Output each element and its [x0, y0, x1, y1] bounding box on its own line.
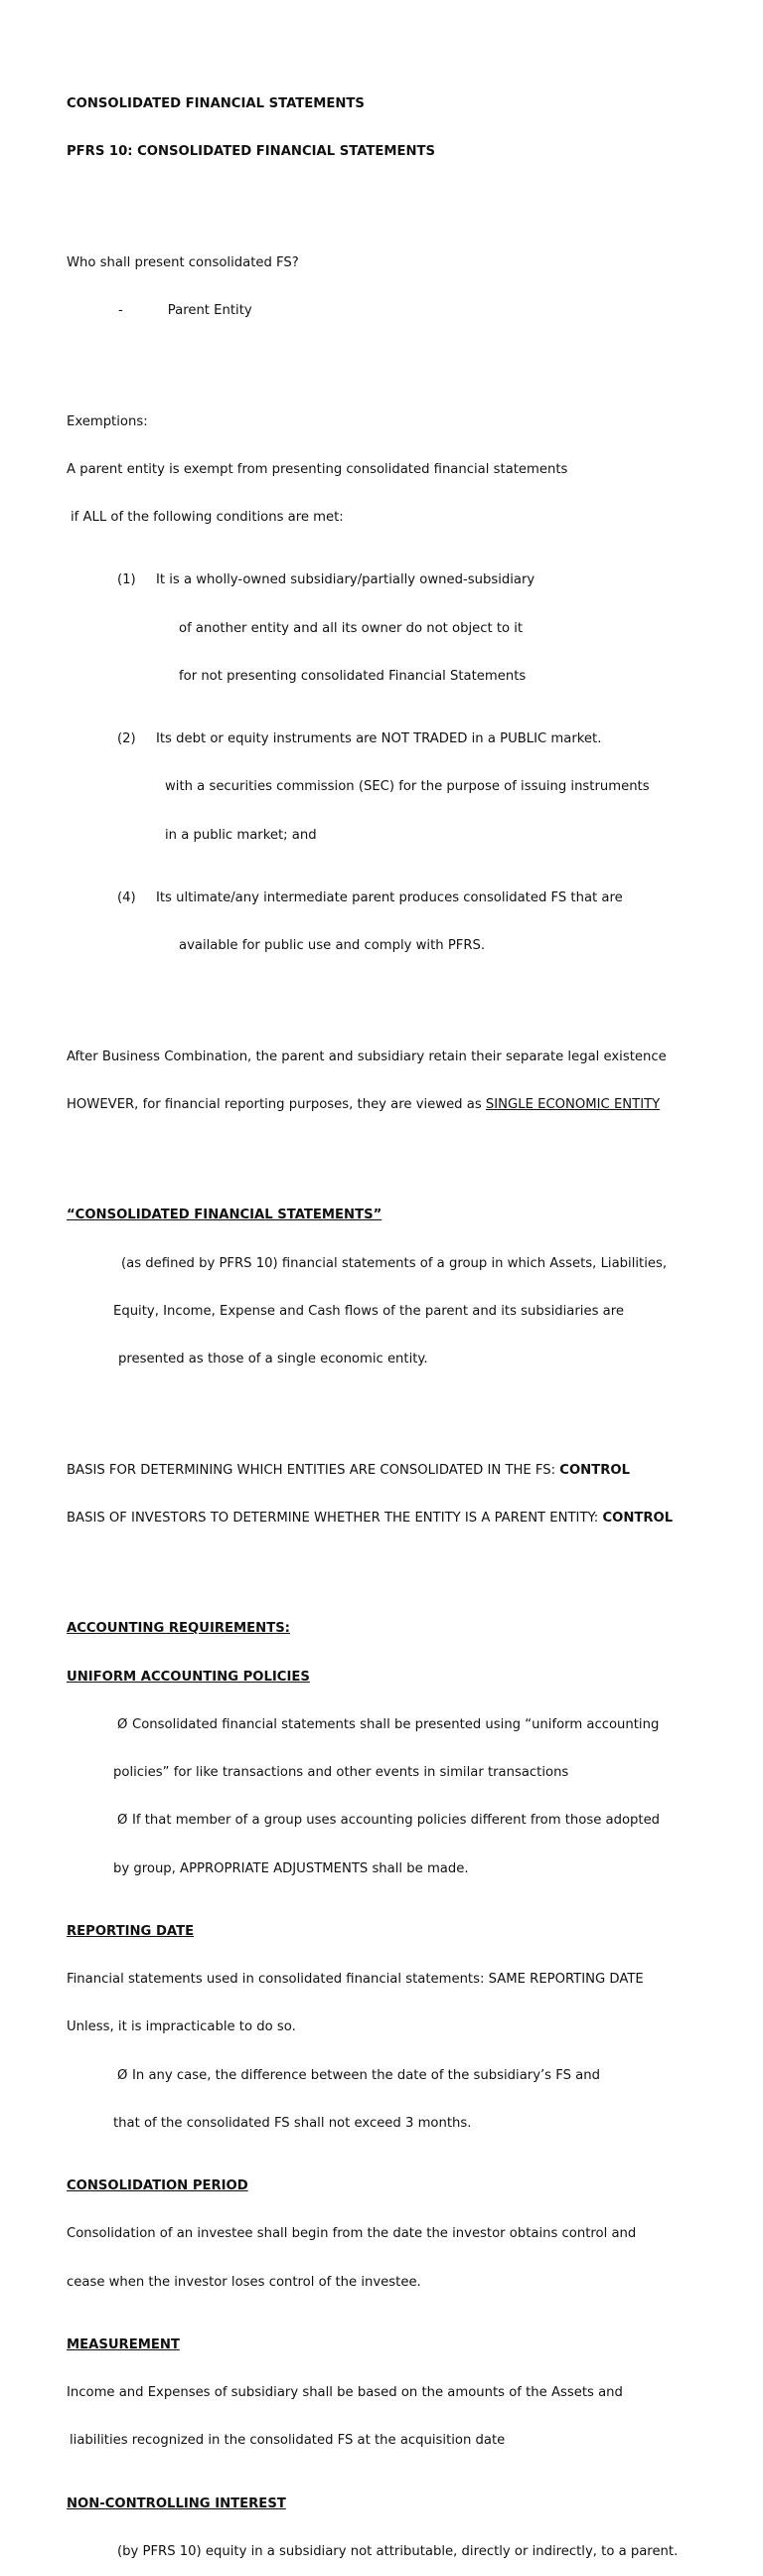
bullet-text: Consolidated financial statements shall be presented using “uniform accounting [132, 1716, 660, 1732]
nci-definition: (by PFRS 10) equity in a subsidiary not attributable, directly or indirectly, to a parent. [117, 2543, 679, 2559]
document-subtitle: PFRS 10: CONSOLIDATED FINANCIAL STATEMENTS [67, 144, 436, 160]
measurement-text-2: liabilities recognized in the consolidated FS at the acquisition date [70, 2433, 506, 2449]
exemptions-text-1: A parent entity is exempt from presenting consolidated financial statements [67, 461, 568, 477]
accounting-requirements-heading: ACCOUNTING REQUIREMENTS: [67, 1621, 290, 1637]
consolidation-period-heading: CONSOLIDATION PERIOD [67, 2178, 248, 2193]
after-combination-1: After Business Combination, the parent and subsidiary retain their separate legal existence [67, 1048, 667, 1064]
condition-2-continued-2: in a public market; and [165, 827, 317, 843]
question-who: Who shall present consolidated FS? [67, 254, 299, 270]
consolidation-period-text-1: Consolidation of an investee shall begin from the date the investor obtains control and [67, 2226, 637, 2242]
condition-2 [67, 730, 698, 748]
answer-parent-entity [67, 302, 698, 320]
after-combination-2 [67, 1096, 698, 1114]
reporting-date-bullet-continued: that of the consolidated FS shall not exceed 3 months. [113, 2115, 472, 2131]
answer-text: Parent Entity [167, 303, 252, 318]
uniform-bullet-1-continued: policies” for like transactions and other events in similar transactions [113, 1765, 569, 1780]
bullet-text: If that member of a group uses accounting policies different from those adopted [132, 1813, 661, 1829]
condition-4 [67, 889, 698, 907]
basis-control: CONTROL [559, 1462, 630, 1478]
condition-number: (2) [117, 731, 136, 746]
condition-1-continued: of another entity and all its owner do not object to it [179, 620, 524, 636]
after-combination-text: HOWEVER, for financial reporting purposes, they are viewed as [67, 1096, 486, 1112]
arrow-bullet-icon: Ø [117, 1716, 128, 1732]
condition-text: Its debt or equity instruments are NOT TRADED in a PUBLIC market. [156, 731, 602, 746]
measurement-heading: MEASUREMENT [67, 2336, 180, 2352]
condition-number: (1) [117, 572, 136, 588]
document-page [67, 66, 698, 2559]
uniform-bullet-1 [67, 1716, 698, 1734]
condition-1-continued-2: for not presenting consolidated Financial Statements [179, 668, 527, 684]
cfs-heading: “CONSOLIDATED FINANCIAL STATEMENTS” [67, 1208, 382, 1223]
reporting-date-text-1: Financial statements used in consolidated financial statements: SAME REPORTING DATE [67, 1972, 644, 1987]
condition-text: It is a wholly-owned subsidiary/partially owned-subsidiary [156, 572, 535, 588]
reporting-date-heading: REPORTING DATE [67, 1923, 195, 1939]
condition-text: Its ultimate/any intermediate parent produces consolidated FS that are [156, 889, 623, 905]
document-title: CONSOLIDATED FINANCIAL STATEMENTS [67, 96, 365, 111]
measurement-text-1: Income and Expenses of subsidiary shall be based on the amounts of the Assets and [67, 2385, 623, 2400]
exemptions-label: Exemptions: [67, 413, 148, 429]
consolidation-period-text-2: cease when the investor loses control of the investee. [67, 2274, 421, 2290]
uniform-bullet-2-continued: by group, APPROPRIATE ADJUSTMENTS shall be made. [113, 1860, 469, 1876]
condition-2-continued: with a securities commission (SEC) for the purpose of issuing instruments [165, 779, 650, 795]
cfs-definition-2: Equity, Income, Expense and Cash flows of the parent and its subsidiaries are [113, 1303, 624, 1319]
basis-parent-entity [67, 1510, 698, 1528]
basis-text: BASIS FOR DETERMINING WHICH ENTITIES ARE CONSOLIDATED IN THE FS: [67, 1462, 560, 1478]
condition-4-continued: available for public use and comply with PFRS. [179, 938, 486, 953]
basis-control: CONTROL [602, 1510, 674, 1526]
uniform-policies-heading: UNIFORM ACCOUNTING POLICIES [67, 1669, 310, 1685]
reporting-date-bullet [67, 2067, 698, 2085]
condition-1 [67, 571, 698, 589]
nci-heading: NON-CONTROLLING INTEREST [67, 2496, 286, 2511]
basis-text: BASIS OF INVESTORS TO DETERMINE WHETHER THE ENTITY IS A PARENT ENTITY: [67, 1510, 603, 1526]
uniform-bullet-2 [67, 1812, 698, 1830]
dash-marker: - [118, 303, 123, 318]
arrow-bullet-icon: Ø [117, 1813, 128, 1829]
single-economic-entity: SINGLE ECONOMIC ENTITY [485, 1096, 661, 1112]
condition-number: (4) [117, 889, 136, 905]
exemptions-text-2: if ALL of the following conditions are met: [71, 510, 344, 525]
cfs-definition-1: (as defined by PFRS 10) financial statements of a group in which Assets, Liabilities, [121, 1255, 668, 1271]
basis-consolidation [67, 1462, 698, 1480]
bullet-text: In any case, the difference between the date of the subsidiary’s FS and [132, 2067, 600, 2083]
cfs-definition-3: presented as those of a single economic entity. [118, 1352, 428, 1367]
arrow-bullet-icon: Ø [117, 2067, 128, 2083]
reporting-date-text-2: Unless, it is impracticable to do so. [67, 2019, 296, 2035]
